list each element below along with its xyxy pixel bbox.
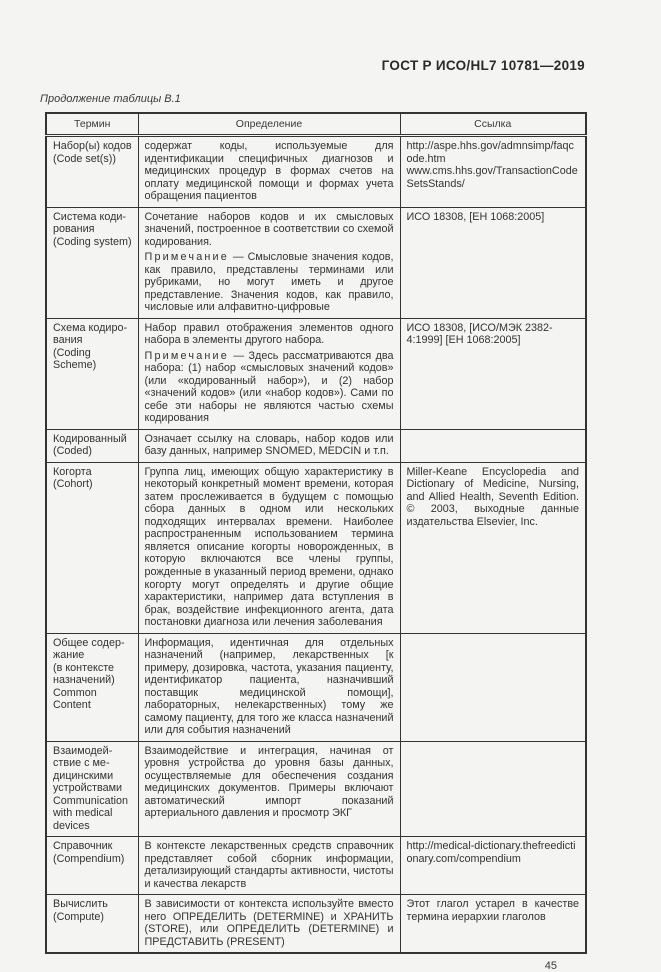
note-label: Примечание <box>144 251 229 264</box>
reference-cell <box>400 318 586 429</box>
terms-table <box>45 112 587 954</box>
term-line: Взаимодей- <box>53 744 113 757</box>
reference-text: Этот глагол устарел в качестве термина иерархии глаголов <box>406 898 579 923</box>
page-number: 45 <box>544 960 557 972</box>
term-cell <box>46 895 138 954</box>
reference-cell <box>400 741 586 837</box>
definition-cell <box>138 207 400 318</box>
column-header-definition: Определение <box>138 113 400 136</box>
reference-text: ИСО 18308, [ИСО/МЭК 2382-4:1999] [ЕН 1068:2005] <box>406 321 553 347</box>
definition-text: Группа лиц, имеющих общую характеристику в некоторый конкретный момент времени, которая затем прослеживается в будущем с помощью сбора данных в одном или нескольких подходящих интервалах времени. Наиболее распространенным использованием термина является описание когорты новорожденных, в которую включаются все члены группы, рожденные в указанный период времени, однако когорту могут определять и другие общие характеристики, например дата вступления в брак, воздействие инфекционного агента, дата постановки диагноза или лечения заболевания <box>144 465 394 629</box>
table-row <box>46 741 586 837</box>
term-line: Общее содер- <box>53 636 125 649</box>
definition-text: В зависимости от контекста используйте вместо него ОПРЕДЕЛИТЬ (DETERMINE) и ХРАНИТЬ (STORE), или ОПРЕДЕЛИТЬ (DETERMINE) и ПРЕДСТАВИТЬ (PRESENT) <box>144 898 394 948</box>
term-line: (Cohort) <box>53 478 93 491</box>
table-row <box>46 462 586 633</box>
column-header-reference: Ссылка <box>400 113 586 136</box>
term-line: Кодированный <box>53 432 127 445</box>
definition-cell <box>138 895 400 954</box>
definition-text: Информация, идентичная для отдельных назначений (например, лекарственных [к примеру, дозировка, частота, указания пациенту, идентификатор пациента, назначивший поставщик медицинской помощи], лабораторных, нелекарственных) тому же самому пациенту, для того же класса назначений или для события назначений <box>144 636 394 737</box>
reference-cell <box>400 633 586 741</box>
reference-cell <box>400 895 586 954</box>
term-line: (Coding <box>53 346 91 359</box>
definition-cell <box>138 136 400 208</box>
term-line: Когорта <box>53 465 92 478</box>
note-label: Примечание <box>144 349 229 362</box>
term-line: жание <box>53 649 85 662</box>
definition-text: Означает ссылку на словарь, набор кодов или базу данных, например SNOMED, MEDCIN и т.п. <box>144 432 394 458</box>
term-line: назначений) <box>53 674 115 687</box>
definition-cell <box>138 462 400 633</box>
column-header-term: Термин <box>46 113 138 136</box>
term-cell <box>46 462 138 633</box>
definition-text: В контексте лекарственных средств справочник представляет собой сборник информации, детализирующий стандарты активности, чистоты и качества лекарств <box>144 840 394 890</box>
term-line: with medical <box>53 807 113 820</box>
definition-cell <box>138 429 400 462</box>
table-row <box>46 136 586 208</box>
page-content <box>40 58 585 972</box>
term-line: (Coding system) <box>53 235 132 248</box>
definition-text: Набор правил отображения элементов одного набора в элементы другого набора. <box>144 321 394 347</box>
definition-cell <box>138 741 400 837</box>
term-cell <box>46 837 138 895</box>
term-line: дицинскими <box>53 769 114 782</box>
table-row <box>46 207 586 318</box>
table-row <box>46 318 586 429</box>
reference-url: http://medical-dictionary.thefreedictionary.com/compendium <box>406 840 576 865</box>
definition-cell <box>138 633 400 741</box>
term-line: (Compute) <box>53 910 105 923</box>
term-line: Common <box>53 686 97 699</box>
table-row <box>46 837 586 895</box>
term-cell <box>46 318 138 429</box>
definition-text: содержат коды, используемые для идентификации специфичных диагнозов и медицинских процедур в формах счетов на оплату медицинской помощи и формах учета обращения пациентов <box>144 140 394 203</box>
reference-url: http://aspe.hhs.gov/admnsimp/faqcode.htm <box>406 140 574 165</box>
term-cell <box>46 207 138 318</box>
reference-cell <box>400 207 586 318</box>
definition-text: Сочетание наборов кодов и их смысловых значений, построенное в соответствии со схемой кодирования. <box>144 210 394 248</box>
term-line: (Code set(s)) <box>53 152 116 165</box>
term-line: Справочник <box>53 840 113 853</box>
reference-text: Miller-Keane Encyclopedia and Dictionary of Medicine, Nursing, and Allied Health, Seventh Edition. © 2003, выходные данные издательства Elsevier, Inc. <box>406 465 579 528</box>
document-header-title: ГОСТ Р ИСО/HL7 10781—2019 <box>381 58 585 73</box>
reference-text: ИСО 18308, [ЕН 1068:2005] <box>406 210 545 223</box>
table-row <box>46 429 586 462</box>
table-row <box>46 633 586 741</box>
term-line: Схема кодиро- <box>53 321 128 334</box>
term-cell <box>46 741 138 837</box>
table-caption: Продолжение таблицы В.1 <box>40 93 181 105</box>
term-line: Communication <box>53 794 129 807</box>
table-header <box>46 113 586 136</box>
term-line: (в контексте <box>53 661 115 674</box>
reference-cell <box>400 136 586 208</box>
term-line: (Compendium) <box>53 852 125 865</box>
term-cell <box>46 136 138 208</box>
definition-cell <box>138 837 400 895</box>
reference-cell <box>400 837 586 895</box>
reference-cell <box>400 429 586 462</box>
term-line: вания <box>53 334 83 347</box>
term-line: устройствами <box>53 782 123 795</box>
term-line: (Coded) <box>53 445 93 458</box>
reference-url: www.cms.hhs.gov/TransactionCodeSetsStands/ <box>406 165 578 190</box>
table-body <box>46 136 586 954</box>
term-line: Система коди- <box>53 210 127 223</box>
term-line: ствие с ме- <box>53 757 110 770</box>
term-line: Вычислить <box>53 898 108 911</box>
term-cell <box>46 633 138 741</box>
definition-text: Взаимодействие и интеграция, начиная от уровня устройства до уровня базы данных, осуществляемые для обеспечения создания медицинских документов. Примеры включают автоматический импорт показаний артериального давления и просмотр ЭКГ <box>144 744 394 820</box>
term-line: Content <box>53 699 91 712</box>
table-row <box>46 895 586 954</box>
reference-cell <box>400 462 586 633</box>
term-line: devices <box>53 819 90 832</box>
term-line: Scheme) <box>53 359 97 372</box>
definition-note: Примечание — Здесь рассматриваются два набора: (1) набор «смысловых значений кодов» (или «кодированный набор»), и (2) набор «значений кодов» (или «набор кодов»). Сами по себе эти наборы не являются частью схемы кодирования <box>144 349 394 425</box>
term-cell <box>46 429 138 462</box>
term-line: рования <box>53 223 95 236</box>
term-line: Набор(ы) кодов <box>53 140 132 152</box>
definition-cell <box>138 318 400 429</box>
definition-note: Примечание — Смысловые значения кодов, как правило, представлены терминами или рубриками, но могут иметь и другое представление. Значения кодов, как правило, числовые или алфавитно-цифровые <box>144 251 394 314</box>
